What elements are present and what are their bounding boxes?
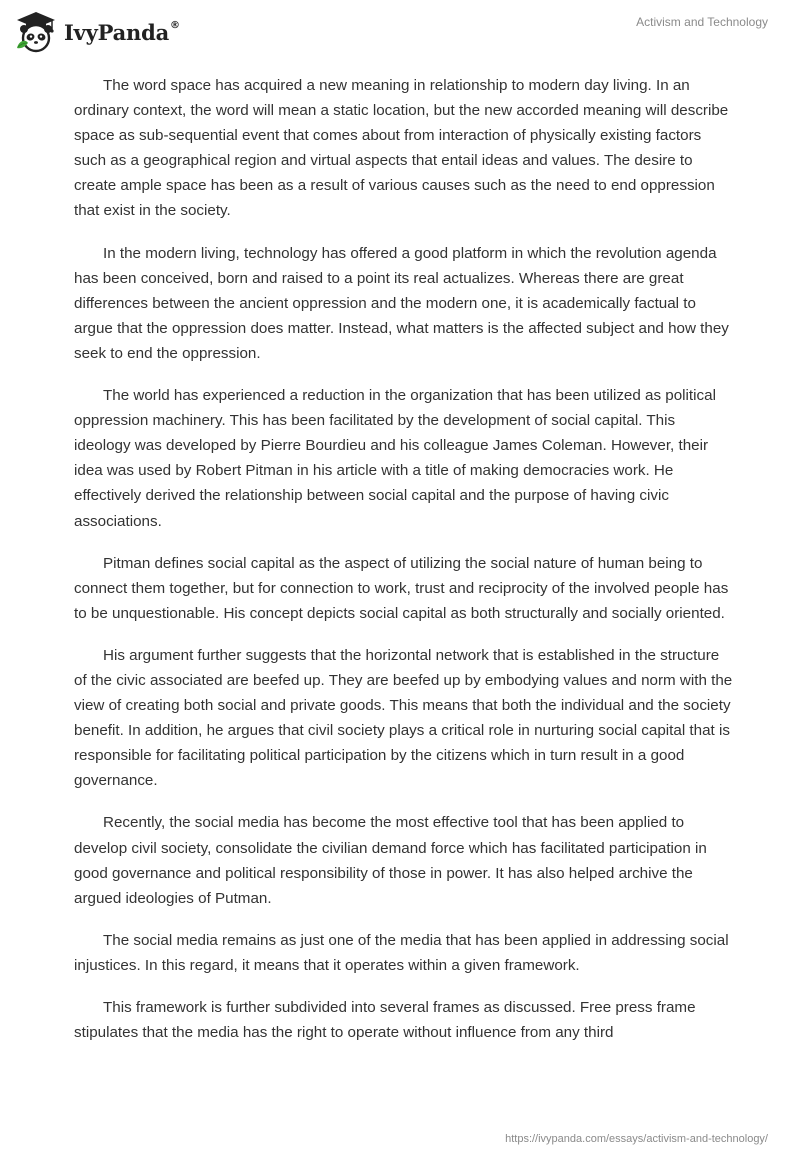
paragraph: This framework is further subdivided into several frames as discussed. Free press frame stipulates that the media has the right to operate without influence from any third bbox=[74, 999, 696, 1042]
ivypanda-logo[interactable] bbox=[14, 8, 180, 56]
source-url[interactable]: https://ivypanda.com/essays/activism-and-technology/ bbox=[505, 1133, 768, 1145]
paragraph: Pitman defines social capital as the aspect of utilizing the social nature of human being to connect them together, but for connection to work, trust and reciprocity of the involved people has to be unquestionable. His concept depicts social capital as both structurally and socially oriented. bbox=[74, 554, 729, 622]
document-title: Activism and Technology bbox=[636, 15, 768, 29]
paragraph: The social media remains as just one of the media that has been applied in addressing social injustices. In this regard, it means that it operates within a given framework. bbox=[74, 931, 729, 974]
paragraph: Recently, the social media has become the most effective tool that has been applied to develop civil society, consolidate the civilian demand force which has facilitated participation in good governance and political responsibility of those in power. It has also helped archive the argued ideologies of Putman. bbox=[74, 814, 707, 907]
paragraph: His argument further suggests that the horizontal network that is established in the structure of the civic associated are beefed up. They are beefed up by embodying values and norm with the view of creating both social and private goods. This means that both the individual and the society benefit. In addition, he argues that civil society plays a critical role in nurturing social capital that is responsible for facilitating political participation by the citizens which in turn result in a good governance. bbox=[74, 646, 733, 790]
essay-body bbox=[74, 73, 734, 1062]
paragraph: In the modern living, technology has offered a good platform in which the revolution agenda has been conceived, born and raised to a point its real actualizes. Whereas there are great differences between the ancient oppression and the modern one, it is academically factual to argue that the oppression does matter. Instead, what matters is the affected subject and how they seek to end the oppression. bbox=[74, 244, 729, 362]
panda-graduate-icon bbox=[14, 10, 58, 54]
logo-text: IvyPanda® bbox=[64, 19, 180, 45]
paragraph: The world has experienced a reduction in the organization that has been utilized as political oppression machinery. This has been facilitated by the development of social capital. This ideology was developed by Pierre Bourdieu and his colleague James Coleman. However, their idea was used by Robert Pitman in his article with a title of making democracies work. He effectively derived the relationship between social capital and the purpose of having civic associations. bbox=[74, 387, 716, 530]
page-header bbox=[0, 0, 800, 60]
registered-mark: ® bbox=[170, 19, 180, 31]
paragraph: The word space has acquired a new meaning in relationship to modern day living. In an ordinary context, the word will mean a static location, but the new accorded meaning will describe space as sub-sequential event that comes about from interaction of physically existing factors such as a geographical region and virtual aspects that entail ideas and values. The desire to create ample space has been as a result of various causes such as the need to end oppression that exist in the society. bbox=[74, 77, 729, 220]
